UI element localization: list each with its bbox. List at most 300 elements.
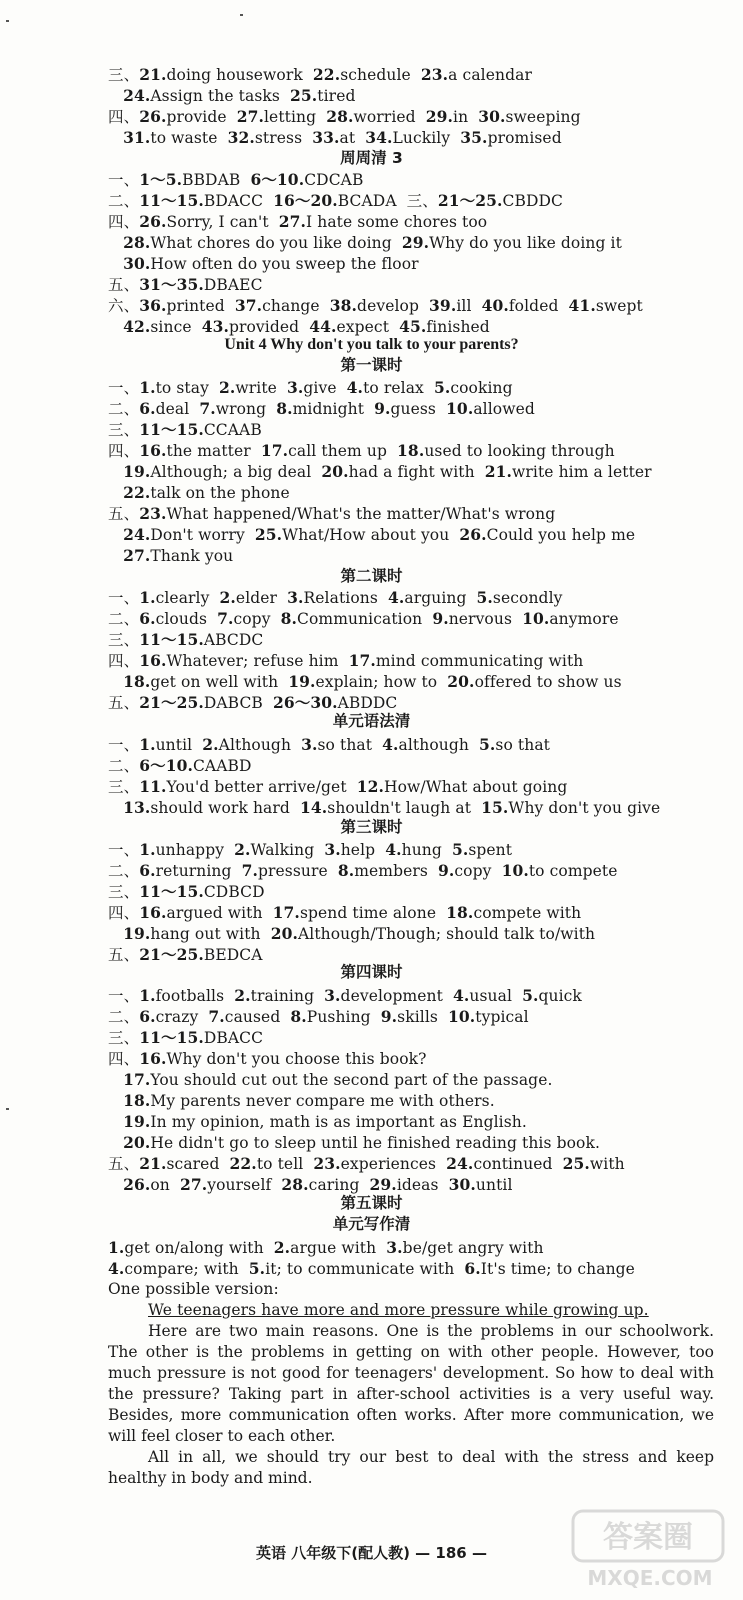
question-number: 16. [139, 651, 167, 670]
answer-line [108, 902, 581, 924]
question-number: 32. [227, 128, 255, 147]
section-marker: 三、 [108, 1029, 140, 1047]
answer-line [108, 482, 290, 504]
answer-line [108, 860, 618, 882]
answer-line [108, 985, 582, 1007]
answer-line [108, 106, 581, 128]
question-number: 7. [208, 1007, 225, 1026]
answer-line [108, 232, 622, 254]
question-number: 17. [260, 441, 289, 460]
answer-text: cooking [450, 379, 513, 397]
answer-text: ABCDC [203, 631, 264, 649]
question-number: 3. [287, 378, 304, 397]
svg-text:MXQE.COM: MXQE.COM [587, 1566, 713, 1590]
answer-text: BEDCA [203, 946, 263, 964]
answer-text: get on well with [150, 673, 289, 691]
question-number: 25. [290, 86, 318, 105]
answer-text: CDCAB [304, 171, 364, 189]
question-number: 26. [459, 525, 487, 544]
question-number: 33. [312, 128, 340, 147]
margin-mark [240, 14, 243, 16]
question-number: 27. [123, 546, 151, 565]
question-number: 37. [234, 296, 263, 315]
answer-text: What/How about you [282, 526, 460, 544]
heading-lesson-4: 第四课时 [340, 963, 403, 981]
essay-paragraph-2: All in all, we should try our best to deal with the stress and keep healthy in body and mind. [108, 1448, 714, 1487]
section-marker: 四、 [108, 442, 140, 460]
question-number: 1. [139, 588, 156, 607]
answer-line [108, 608, 619, 630]
question-number: 2. [234, 840, 251, 859]
question-number: 2. [202, 735, 219, 754]
heading-unit-4: Unit 4 Why don't you talk to your parents? [224, 336, 519, 353]
answer-text: compete with [473, 904, 582, 922]
question-number: 16. [139, 903, 167, 922]
answer-text: Walking [250, 841, 325, 859]
essay-title-line: We teenagers have more and more pressure while growing up. [148, 1301, 649, 1319]
answer-text: Why don't you give [508, 799, 661, 817]
answer-line [108, 64, 532, 86]
answer-line [108, 734, 550, 756]
answer-text: anymore [549, 610, 619, 628]
answer-text: scared [166, 1155, 230, 1173]
answer-text: write him a letter [512, 463, 652, 481]
answer-text: shouldn't laugh at [327, 799, 482, 817]
answer-text: so that [495, 736, 551, 754]
answer-text: secondly [492, 589, 563, 607]
question-number: 9. [432, 609, 449, 628]
section-marker: 四、 [108, 213, 140, 231]
answer-text: allowed [473, 400, 535, 418]
answer-line [108, 398, 535, 420]
question-number: 6. [464, 1259, 481, 1278]
question-number: 1. [139, 840, 156, 859]
answer-line [108, 587, 562, 609]
heading-lesson-1: 第一课时 [340, 356, 403, 374]
heading-unit-grammar: 单元语法清 [332, 712, 411, 730]
answer-text: to waste [150, 129, 228, 147]
question-number: 8. [290, 1007, 307, 1026]
answer-text: Sorry, I can't [166, 213, 279, 231]
section-marker: 一、 [108, 736, 140, 754]
answer-text: ABDDC [337, 694, 398, 712]
question-number: 6. [139, 861, 156, 880]
question-number: 36. [139, 296, 167, 315]
answer-text: sweeping [505, 108, 581, 126]
answer-text: help [340, 841, 386, 859]
section-marker [108, 526, 123, 544]
answer-text: Pushing [306, 1008, 381, 1026]
section-marker: 三、 [108, 778, 140, 796]
answer-line [108, 776, 567, 798]
answer-text: change [262, 297, 330, 315]
answer-text: to compete [528, 862, 618, 880]
answer-text: letting [264, 108, 327, 126]
question-number: 7. [199, 399, 216, 418]
answer-text: although [398, 736, 480, 754]
answer-line [108, 671, 622, 693]
answer-text: DBAEC [203, 276, 263, 294]
answer-text: compare; with [124, 1260, 249, 1278]
question-number: 28. [281, 1175, 309, 1194]
question-number: 19. [123, 1112, 151, 1131]
answer-text: doing housework [166, 66, 313, 84]
question-number: 2. [234, 986, 251, 1005]
answer-text: How/What about going [383, 778, 568, 796]
section-marker: 四、 [108, 1050, 140, 1068]
answer-text: elder [235, 589, 288, 607]
answer-text: spent [468, 841, 513, 859]
answer-text: unhappy [155, 841, 235, 859]
question-number: 30. [123, 254, 151, 273]
answer-text: argued with [166, 904, 273, 922]
section-marker: 一、 [108, 589, 140, 607]
section-marker: 一、 [108, 171, 140, 189]
question-number: 22. [312, 65, 341, 84]
question-number: 6. [139, 609, 156, 628]
question-number: 28. [123, 233, 151, 252]
question-number: 22. [229, 1154, 257, 1173]
essay-paragraph-1: Here are two main reasons. One is the problems in our schoolwork. The other is the problems in getting on with other people. However, too much pressure is not good for teenagers' development. So how to deal with the pressure? Taking part in after-school activities is a very useful way. Besides, more communication often works. After more communication, we will feel closer to each other. [108, 1322, 714, 1445]
heading-lesson-3: 第三课时 [340, 818, 403, 836]
answer-text: folded [508, 297, 569, 315]
question-number: 11～15. [139, 191, 204, 210]
answer-text: with [589, 1155, 625, 1173]
section-marker: 五、 [108, 276, 140, 294]
answer-text: arguing [404, 589, 477, 607]
answer-text: Although; a big deal [150, 463, 322, 481]
question-number: 6. [139, 399, 156, 418]
question-number: 9. [380, 1007, 398, 1026]
question-number: 21～25. [437, 191, 503, 210]
answer-text: spend time alone [299, 904, 447, 922]
answer-line [108, 839, 512, 861]
answer-text: returning [155, 862, 242, 880]
answer-text: Assign the tasks [150, 87, 291, 105]
answer-line [108, 85, 356, 107]
answer-line [108, 797, 660, 819]
answer-text: give [303, 379, 347, 397]
answer-text: hang out with [150, 925, 271, 943]
question-number: 30. [478, 107, 506, 126]
answer-text: argue with [290, 1239, 387, 1257]
section-marker [108, 255, 123, 273]
answer-line [108, 169, 363, 191]
section-marker: 五、 [108, 505, 140, 523]
question-number: 16. [139, 441, 167, 460]
answer-text: at [339, 129, 366, 147]
answer-text: ideas [396, 1176, 449, 1194]
question-number: 11～15. [139, 630, 204, 649]
question-number: 27. [236, 107, 264, 126]
section-marker: 五、 [108, 694, 140, 712]
question-number: 31～35. [139, 275, 204, 294]
question-number: 26. [123, 1175, 151, 1194]
question-number: 23. [420, 65, 449, 84]
answer-text: It's time; to change [480, 1260, 635, 1278]
question-number: 6. [139, 1007, 156, 1026]
question-number: 4. [108, 1259, 125, 1278]
question-number: 3. [324, 986, 341, 1005]
question-number: 22. [123, 483, 151, 502]
answer-line [108, 1090, 495, 1112]
answer-text: Luckily [392, 129, 461, 147]
answer-line [108, 1027, 263, 1049]
answer-line [108, 1237, 544, 1259]
question-number: 26. [139, 107, 167, 126]
question-number: 6～10. [250, 170, 305, 189]
question-number: 18. [123, 1091, 151, 1110]
answer-text: Communication [297, 610, 433, 628]
question-number: 16～20. [273, 191, 338, 210]
answer-line [108, 1006, 529, 1028]
answer-text: swept [595, 297, 643, 315]
margin-mark [6, 1108, 9, 1110]
answer-text: provided [228, 318, 310, 336]
section-marker: 五、 [108, 946, 140, 964]
question-number: 1. [139, 378, 156, 397]
section-marker: 二、 [108, 1008, 140, 1026]
question-number: 13. [123, 798, 151, 817]
question-number: 10. [447, 1007, 476, 1026]
section-marker: 五、 [108, 1155, 140, 1173]
question-number: 25. [254, 525, 283, 544]
answer-line [108, 253, 419, 275]
answer-text: be/get angry with [402, 1239, 544, 1257]
question-number: 18. [123, 672, 151, 691]
question-number: 19. [123, 462, 151, 481]
answer-text: caring [308, 1176, 370, 1194]
question-number: 18. [446, 903, 474, 922]
answer-text: members [354, 862, 439, 880]
answer-text: to stay [155, 379, 220, 397]
answer-text: training [250, 987, 325, 1005]
section-marker [108, 673, 123, 691]
answer-text: used to looking through [424, 442, 615, 460]
margin-mark [6, 20, 9, 22]
question-number: 35. [460, 128, 488, 147]
answer-text: to relax [363, 379, 434, 397]
answer-text: deal [155, 400, 200, 418]
section-marker: 二、 [108, 400, 140, 418]
question-number: 40. [481, 296, 509, 315]
section-marker: 六、 [108, 297, 140, 315]
question-number: 5. [451, 840, 469, 859]
question-number: 16. [139, 1049, 167, 1068]
answer-text: since [150, 318, 202, 336]
answer-text: Whatever; refuse him [166, 652, 349, 670]
question-number: 14. [299, 798, 328, 817]
question-number: 20. [447, 672, 475, 691]
answer-text: tired [317, 87, 356, 105]
answer-text: Relations [303, 589, 388, 607]
answer-text: expect [336, 318, 400, 336]
question-number: 10. [522, 609, 550, 628]
answer-line [108, 1132, 600, 1154]
question-number: 3. [324, 840, 341, 859]
answer-text: How often do you sweep the floor [150, 255, 419, 273]
question-number: 1～5. [139, 170, 183, 189]
answer-text: CBDDC [502, 192, 563, 210]
question-number: 18. [397, 441, 425, 460]
answer-text: get on/along with [124, 1239, 274, 1257]
section-marker: 三、 [108, 631, 140, 649]
answer-text: clearly [155, 589, 220, 607]
question-number: 5. [433, 378, 451, 397]
section-marker [108, 463, 123, 481]
answer-text: guess [390, 400, 447, 418]
section-marker: 一、 [108, 987, 140, 1005]
answer-text: CAABD [192, 757, 252, 775]
question-number: 4. [385, 840, 402, 859]
question-number: 27. [179, 1175, 208, 1194]
section-marker [108, 1071, 123, 1089]
question-number: 7. [217, 609, 234, 628]
answer-text: pressure [258, 862, 338, 880]
answer-text: crazy [155, 1008, 209, 1026]
question-number: 17. [272, 903, 300, 922]
answer-text: BBDAB [182, 171, 251, 189]
answer-text: call them up [288, 442, 398, 460]
question-number: 31. [123, 128, 151, 147]
answer-text: provide [166, 108, 237, 126]
answer-text: it; to communicate with [265, 1260, 465, 1278]
answer-text: Although/Though; should talk to/with [297, 925, 596, 943]
question-number: 1. [139, 986, 156, 1005]
answer-text: develop [357, 297, 430, 315]
question-number: 19. [123, 924, 151, 943]
answer-text: typical [475, 1008, 529, 1026]
question-number: 41. [568, 296, 596, 315]
answer-text: development [340, 987, 454, 1005]
question-number: 11～15. [139, 420, 204, 439]
answer-line [108, 1069, 553, 1091]
answer-line [108, 1111, 527, 1133]
answer-text: usual [469, 987, 523, 1005]
heading-unit-writing: 单元写作清 [332, 1215, 411, 1233]
page-footer: 英语 八年级下(配人教) — 186 — [256, 1544, 487, 1562]
answer-text: BCADA 三、 [337, 192, 438, 210]
answer-text: promised [487, 129, 562, 147]
question-number: 28. [326, 107, 354, 126]
question-number: 27. [278, 212, 306, 231]
question-number: 45. [399, 317, 427, 336]
question-number: 20. [123, 1133, 151, 1152]
answer-text: finished [426, 318, 490, 336]
question-number: 8. [280, 609, 298, 628]
answer-line [108, 274, 263, 296]
section-marker: 一、 [108, 841, 140, 859]
question-number: 1. [139, 735, 156, 754]
question-number: 30. [448, 1175, 476, 1194]
answer-text: My parents never compare me with others. [150, 1092, 495, 1110]
question-number: 29. [369, 1175, 397, 1194]
answer-line [108, 650, 583, 672]
answer-text: hung [401, 841, 452, 859]
answer-text: footballs [155, 987, 235, 1005]
question-number: 17. [123, 1070, 151, 1089]
answer-text: stress [254, 129, 313, 147]
answer-line [108, 524, 635, 546]
answer-line [108, 1258, 635, 1280]
answer-line [108, 923, 595, 945]
question-number: 44. [309, 317, 337, 336]
question-number: 1. [108, 1238, 125, 1257]
answer-text: the matter [166, 442, 261, 460]
question-number: 20. [321, 462, 349, 481]
answer-text: continued [473, 1155, 563, 1173]
question-number: 4. [346, 378, 364, 397]
question-number: 5. [522, 986, 539, 1005]
question-number: 26. [139, 212, 167, 231]
answer-text: ill [456, 297, 482, 315]
answer-text: on [150, 1176, 180, 1194]
answer-text: What happened/What's the matter/What's wrong [166, 505, 556, 523]
section-marker: 四、 [108, 652, 140, 670]
question-number: 10. [446, 399, 474, 418]
answer-text: printed [166, 297, 235, 315]
answer-text: DABCB [203, 694, 273, 712]
answer-line [108, 881, 265, 903]
answer-text: You'd better arrive/get [166, 778, 357, 796]
question-number: 25. [562, 1154, 590, 1173]
question-number: 2. [273, 1238, 291, 1257]
answer-text: so that [317, 736, 383, 754]
answer-text: nervous [448, 610, 523, 628]
answer-text: until [475, 1176, 513, 1194]
answer-text: BDACC [203, 192, 274, 210]
answer-text: mind communicating with [375, 652, 584, 670]
question-number: 2. [219, 588, 236, 607]
answer-text: copy [454, 862, 502, 880]
answer-text: copy [233, 610, 281, 628]
answer-text: experiences [340, 1155, 447, 1173]
answer-text: offered to show us [474, 673, 622, 691]
question-number: 7. [241, 861, 258, 880]
section-marker [108, 129, 123, 147]
question-number: 4. [382, 735, 399, 754]
answer-text: Could you help me [486, 526, 636, 544]
question-number: 10. [501, 861, 529, 880]
question-number: 5. [476, 588, 493, 607]
question-number: 24. [123, 86, 151, 105]
question-number: 29. [401, 233, 430, 252]
question-number: 42. [123, 317, 151, 336]
answer-text: schedule [340, 66, 421, 84]
question-number: 24. [123, 525, 151, 544]
answer-text: Don't worry [150, 526, 255, 544]
answer-line [108, 461, 652, 483]
question-number: 11. [139, 777, 167, 796]
answer-text: Thank you [150, 547, 234, 565]
question-number: 5. [248, 1259, 266, 1278]
question-number: 12. [356, 777, 384, 796]
section-marker [108, 484, 123, 502]
question-number: 11～15. [139, 1028, 204, 1047]
section-marker: 三、 [108, 883, 140, 901]
question-number: 21. [484, 462, 513, 481]
section-marker: 四、 [108, 904, 140, 922]
answer-line [108, 377, 513, 399]
section-marker: 二、 [108, 192, 140, 210]
answer-line [108, 1153, 625, 1175]
question-number: 3. [287, 588, 304, 607]
answer-line [108, 190, 563, 212]
section-marker [108, 925, 123, 943]
question-number: 20. [270, 924, 298, 943]
question-number: 6～10. [139, 756, 193, 775]
answer-text: until [155, 736, 203, 754]
